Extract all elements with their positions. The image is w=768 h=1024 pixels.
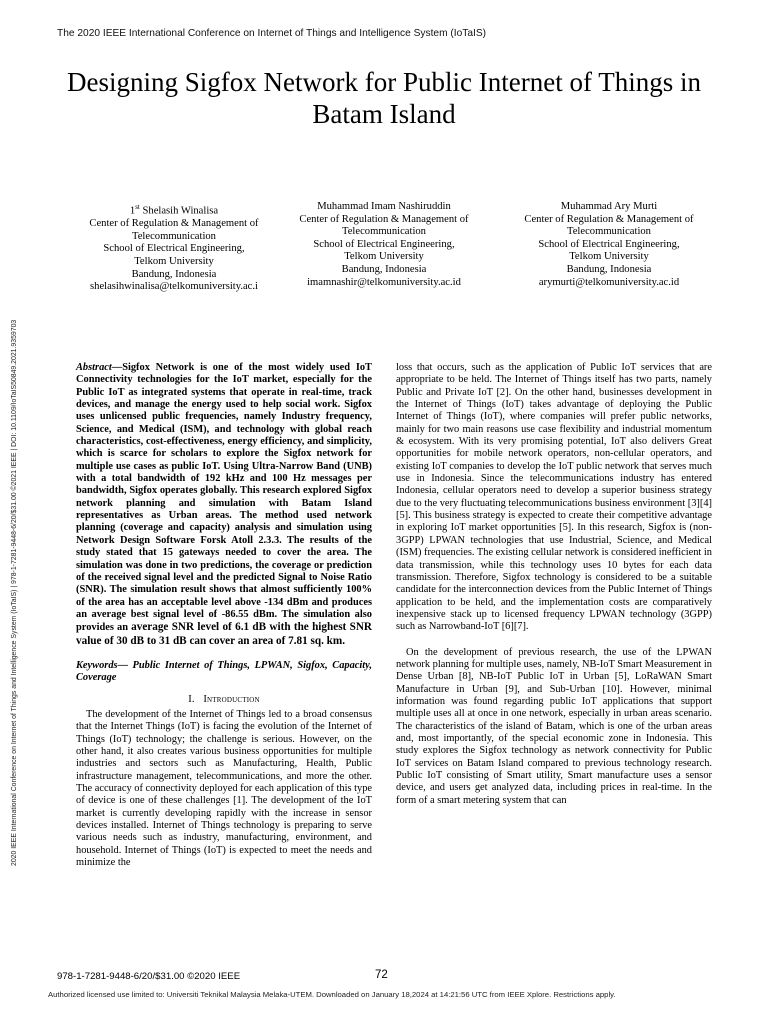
author-2-email: imamnashir@telkomuniversity.ac.id [307, 276, 461, 288]
license-notice: Authorized licensed use limited to: Universiti Teknikal Malaysia Melaka-UTEM. Downloaded on January 18,2024 at 14:21:56 UTC from IEEE Xplore. Restrictions apply. [48, 990, 616, 999]
author-3-city: Bandung, Indonesia [566, 263, 652, 275]
left-column [76, 362, 372, 869]
author-1-affil-2: Telecommunication [132, 230, 216, 242]
author-1-name-rest: Shelasih Winalisa [139, 205, 219, 217]
author-3 [484, 201, 734, 289]
author-3-univ: Telkom University [569, 251, 649, 263]
section-heading-introduction [76, 694, 372, 706]
author-1-email: shelasihwinalisa@telkomuniversity.ac.i [90, 281, 258, 293]
author-2-affil-2: Telecommunication [342, 226, 426, 238]
section-title: Introduction [203, 693, 260, 705]
abstract-dash: — [111, 362, 123, 373]
abstract [76, 362, 372, 648]
section-numeral: I. [188, 693, 195, 705]
right-paragraph-2: On the development of previous research, the use of the LPWAN network planning for multiple uses, namely, NB-IoT Smart Measurement in Dense Urban [8], NB-IoT Public IoT in Urban [5], LoRaWAN Smart Manufacture in Urban [9], and Sub-Urban [10]. However, minimal information was found regarding public IoT applications that support multiple uses all at once in one network, especially in urban areas scenario. The characteristics of the island of Batam, which is one of the urban areas and, most importantly, of the special economic zone in Indonesia. This study explores the Sigfox technology as network connectivity for Public IoT services on Batam Island compared to previous technology research. Public IoT consisting of Smart utility, Smart manufacture uses a sensor device, and users get analyzed data, including prices in real-time. In the form of a smart metering system that can [396, 646, 712, 806]
author-1-ordinal-suffix: st [135, 203, 140, 211]
author-2 [259, 201, 509, 289]
author-1-city: Bandung, Indonesia [131, 268, 217, 280]
conference-header: The 2020 IEEE International Conference on Internet of Things and Intelligence System (IoTaIS) [57, 28, 487, 39]
footer-isbn: 978-1-7281-9448-6/20/$31.00 ©2020 IEEE [57, 971, 241, 982]
author-2-school: School of Electrical Engineering, [313, 238, 455, 250]
paper-title: Designing Sigfox Network for Public Internet of Things in Batam Island [67, 67, 701, 129]
author-2-name: Muhammad Imam Nashiruddin [317, 201, 451, 212]
author-1-univ: Telkom University [134, 255, 214, 267]
author-3-name: Muhammad Ary Murti [560, 201, 658, 212]
abstract-body: Sigfox Network is one of the most widely used IoT Connectivity technologies for the IoT market, especially for the Public IoT as integrated systems that operate in real-time, track devices, and manage the energy used to help social work. Sigfox uses unlicensed public frequencies, namely Industry frequency, Science, and Medical (ISM), and technology with global reach characteristics, cost-effectiveness, energy efficiency, and simplicity, which is scarce for scholars to explore the Sigfox network for multiple use cases as public IoT. Using Ultra-Narrow Band (UNB) with a total bandwidth of 192 kHz and 100 Hz messages per bandwidth, Sigfox operates globally. This research explored Sigfox network planning and simulation with Batam Island representatives as Urban areas. The method used network planning (coverage and capacity) analysis and simulation using Network Design Software Forsk Atoll 2.3.3. The results of the study stated that 15 gateways needed to cover the area. The simulation was done in two predictions, the coverage or prediction of the received signal level and the predicted Signal to Noise Ratio (SNR). The simulation result shows that almost sufficiently 100% of the area has an acceptable level above -134 dBm and produces an average best signal level of -86.55 dBm. The simulation also provides an [76, 362, 372, 634]
author-2-univ: Telkom University [344, 251, 424, 263]
abstract-tail: average SNR level of 6.1 dB with the highest SNR value of 30 dB to 31 dB can cover an area of 7.81 sq. km. [76, 621, 372, 647]
right-column [396, 362, 712, 807]
right-paragraph-1: loss that occurs, such as the application of Public IoT services that are appropriate to be held. The Internet of Things itself has two parts, namely Public and Private IoT [2]. On the other hand, businesses development in the Internet of Things (IoT) takes advantage of deploying the Public Internet of Things (IoT), where companies will prefer public networks, mainly for two main reasons use case flexibility and industrial momentum & ecosystem. With its very promising potential, IoT also delivers Great opportunities for mobile network operators, non-cellular operators, and existing IoT companies to develop the IoT public network that serves much use in Indonesia. Since the telecommunications industry has entered Indonesia, cellular operators need to develop a superior business strategy due to the very fluctuating telecommunications business environment [3][4][5]. This business strategy is expected to create their competitive advantage in exploring IoT market opportunities [5]. In this research, Sigfox is (non-3GPP) LPWAN technologies that use Industrial, Science, and Medical (ISM) frequencies. The existing cellular network is considered inefficient in data transmission, while this technology uses 10 bytes for each data transmission. Therefore, Sigfox technology is considered to be a suitable candidate for the interconnection devices from the Public Internet of Things application to be held, and the implementation costs are comparatively inexpensive stack up to licensed frequency LPWAN technology (3GPP) such as Narrowband-IoT [6][7]. [396, 362, 712, 633]
author-3-school: School of Electrical Engineering, [538, 238, 680, 250]
intro-paragraph: The development of the Internet of Things led to a broad consensus that the Internet Things (IoT) is facing the evolution of the Internet of Things (IoT) technology; the challenge is serious. However, on the other hand, it also creates various business opportunities for multiple industries and sectors such as Manufacturing, Health, Public infrastructure management, telecommunications, and more the other. The accuracy of connectivity deployed for each application of this type of device is one of these challenges [1]. The development of the IoT market is currently developing rapidly with the increase in sensor devices installed. Internet of Things technology is preparing to serve various needs such as industry, manufacturing, environment, and household. Internet of Things (IoT) is expected to meet the needs and minimize the [76, 708, 373, 869]
keywords: Keywords— Public Internet of Things, LPWAN, Sigfox, Capacity, Coverage [76, 659, 372, 684]
author-1-affil: Center of Regulation & Management of [89, 218, 259, 230]
author-3-email: arymurti@telkomuniversity.ac.id [538, 276, 680, 288]
author-1-ordinal: 1 [129, 205, 136, 217]
abstract-label: Abstract [76, 362, 112, 373]
author-2-city: Bandung, Indonesia [341, 263, 427, 275]
author-3-affil-2: Telecommunication [567, 226, 651, 238]
page-number: 72 [375, 969, 388, 981]
author-2-affil: Center of Regulation & Management of [299, 213, 469, 225]
doi-sidebar-text: 2020 IEEE International Conference on Internet of Things and Intelligence System (IoTaIS) | 978-1-7281-9448-6/20/$31.00 ©2021 IEEE | DOI: 10.1109/IoTaIS50849.2021.9359703 [11, 319, 18, 866]
author-1-school: School of Electrical Engineering, [103, 243, 245, 255]
author-3-affil: Center of Regulation & Management of [524, 213, 694, 225]
